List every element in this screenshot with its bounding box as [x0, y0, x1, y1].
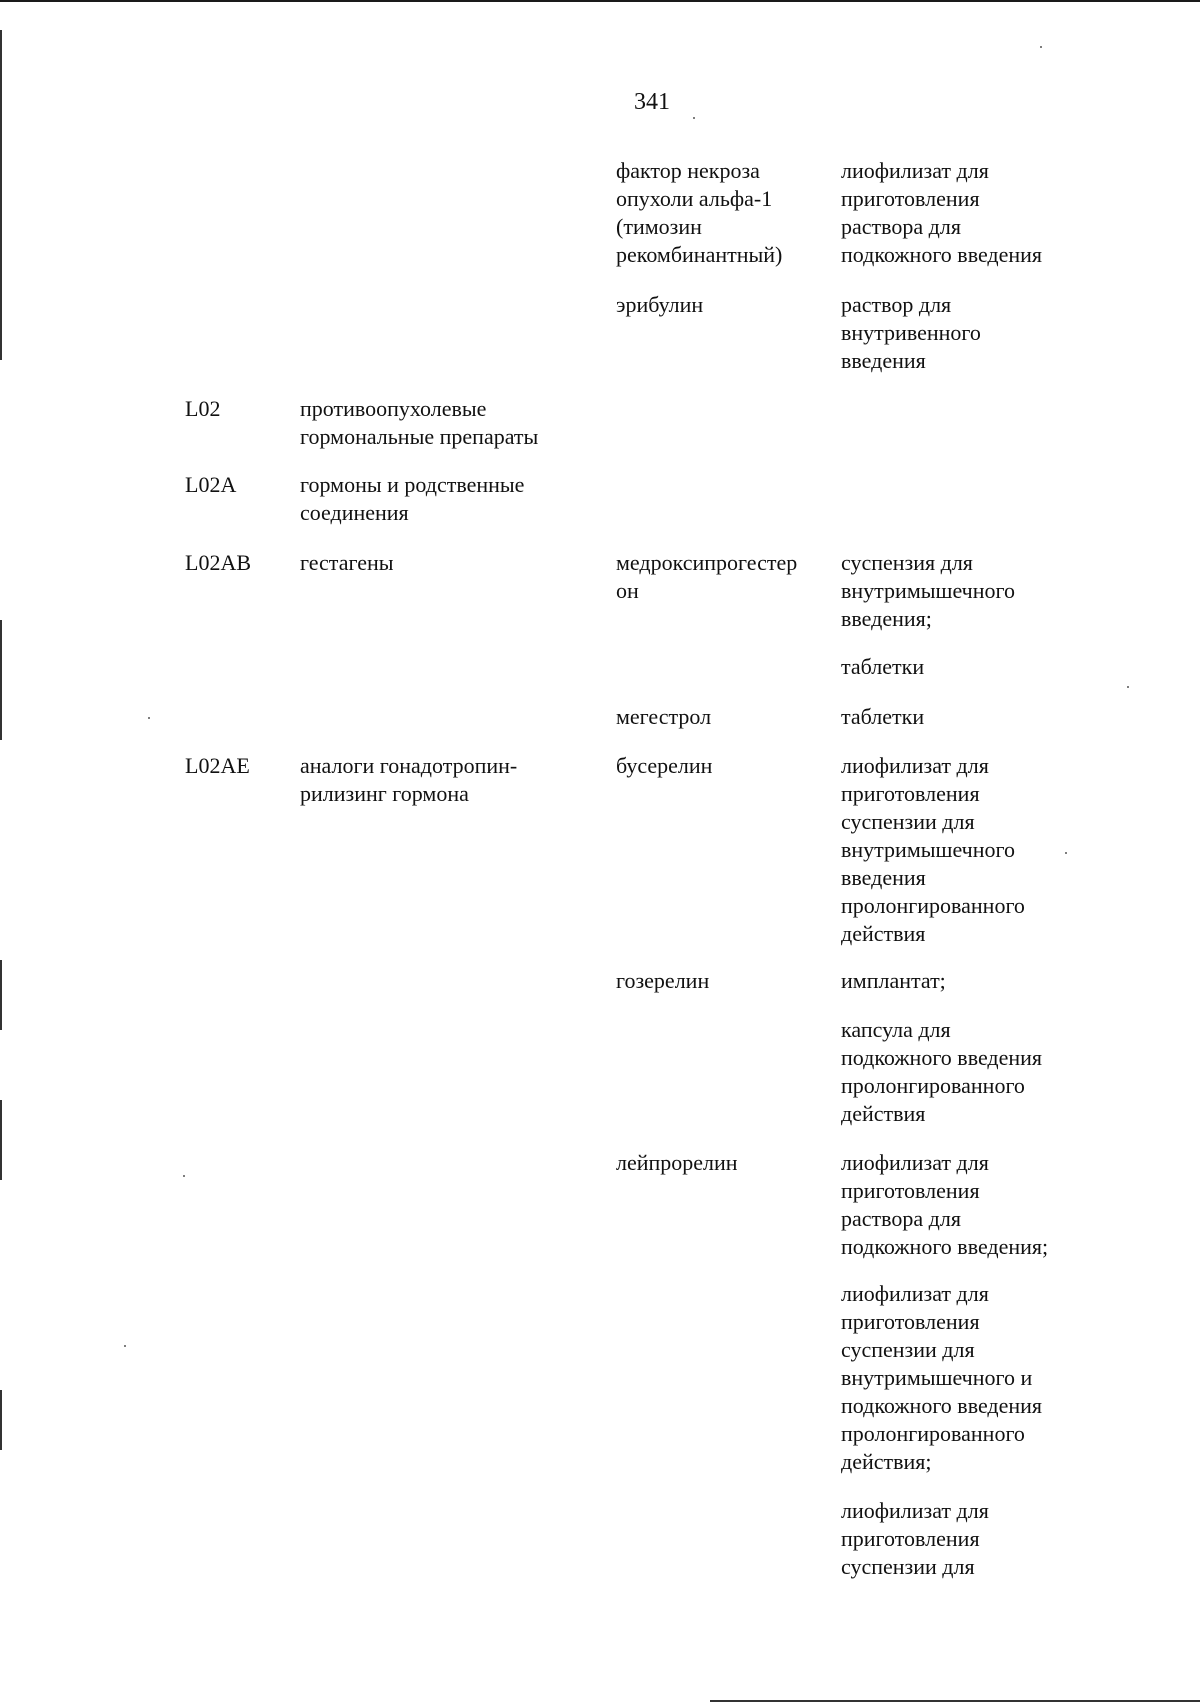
dosage-form: лиофилизат для приготовления раствора для подкожного введения;	[841, 1150, 1049, 1259]
scan-edge-left	[0, 1100, 2, 1180]
atc-code: L02AB	[185, 550, 251, 575]
scan-speck	[183, 1175, 185, 1177]
scan-speck	[1127, 686, 1129, 688]
dosage-form: раствор для внутривенного введения	[841, 292, 981, 373]
drug-name: мегестрол	[616, 704, 712, 729]
scan-speck	[693, 117, 695, 119]
atc-code: L02A	[185, 472, 237, 497]
atc-group: противоопухолевые гормональные препараты	[300, 396, 539, 449]
scan-speck	[124, 1345, 126, 1347]
drug-name: медроксипрогестер он	[616, 550, 798, 603]
scan-edge-left	[0, 960, 2, 1030]
scan-edge-left	[0, 620, 2, 740]
dosage-form: таблетки	[841, 704, 925, 729]
drug-name: бусерелин	[616, 753, 713, 778]
drug-name: гозерелин	[616, 968, 710, 993]
dosage-form: капсула для подкожного введения пролонгированного действия	[841, 1017, 1043, 1126]
scan-edge-left	[0, 30, 2, 360]
page-number: 341	[634, 89, 670, 115]
dosage-form: лиофилизат для приготовления раствора для подкожного введения	[841, 158, 1043, 267]
drug-name: эрибулин	[616, 292, 704, 317]
atc-code: L02	[185, 396, 221, 421]
scan-border-top	[0, 0, 1200, 2]
dosage-form: таблетки	[841, 654, 925, 679]
scan-edge-left	[0, 1390, 2, 1450]
scan-border-bottom	[710, 1700, 1200, 1702]
drug-name: лейпрорелин	[616, 1150, 738, 1175]
dosage-form: суспензия для внутримышечного введения;	[841, 550, 1015, 631]
atc-group: гестагены	[300, 550, 394, 575]
dosage-form: лиофилизат для приготовления суспензии для внутримышечного и подкожного введения пролонгированного действия;	[841, 1281, 1043, 1474]
dosage-form: имплантат;	[841, 968, 946, 993]
dosage-form: лиофилизат для приготовления суспензии для внутримышечного введения пролонгированного действия	[841, 753, 1025, 946]
scan-speck	[1040, 46, 1042, 48]
atc-group: аналоги гонадотропин- рилизинг гормона	[300, 753, 518, 806]
atc-group: гормоны и родственные соединения	[300, 472, 525, 525]
scan-speck	[148, 717, 150, 719]
atc-code: L02AE	[185, 753, 250, 778]
dosage-form: лиофилизат для приготовления суспензии для	[841, 1498, 989, 1579]
drug-name: фактор некроза опухоли альфа-1 (тимозин рекомбинантный)	[616, 158, 783, 267]
